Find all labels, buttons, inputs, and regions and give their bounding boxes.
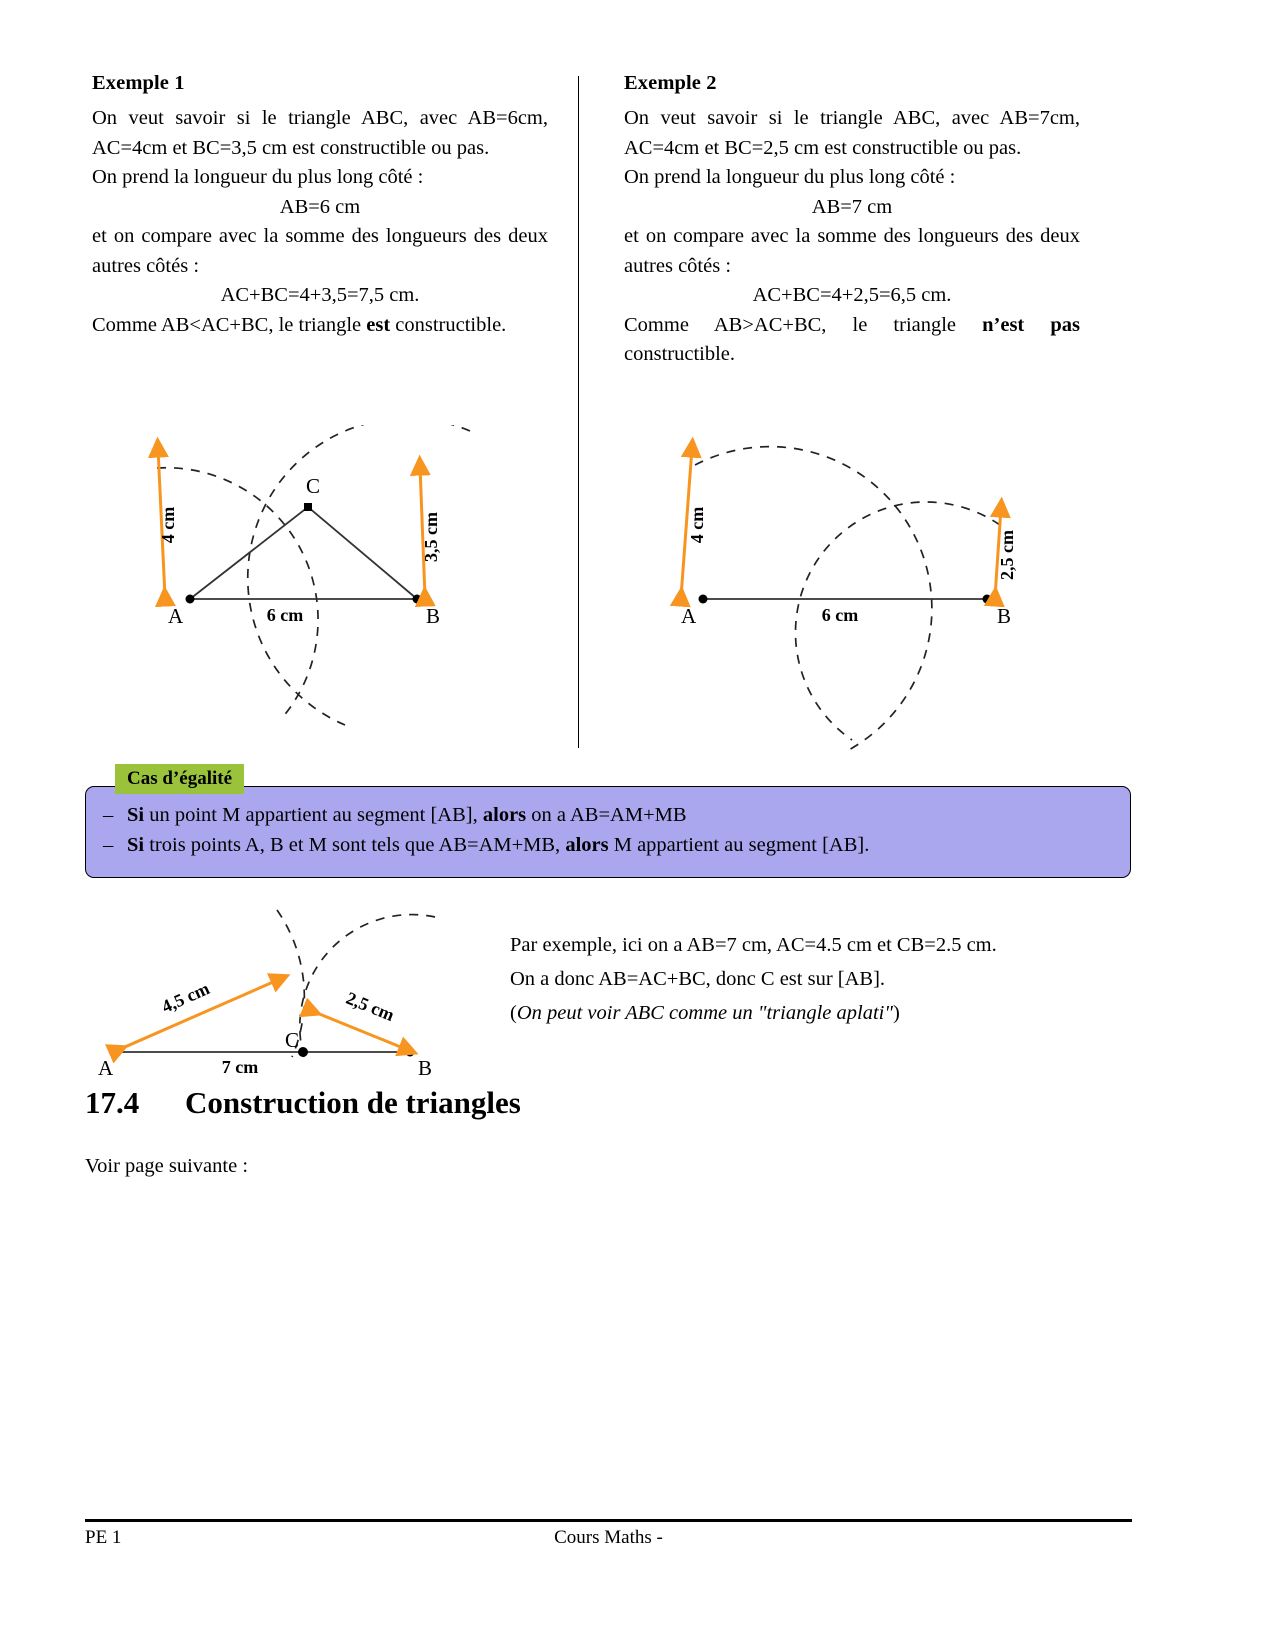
examples-container	[92, 72, 1092, 370]
measure-arrow-2-5cm	[312, 1011, 408, 1050]
side-text-paren-close: )	[892, 1002, 900, 1024]
list-item-text1: un point M appartient au segment [AB],	[144, 804, 483, 826]
point-c	[298, 1047, 308, 1057]
list-item-text2: M appartient au segment [AB].	[608, 834, 870, 856]
exemple-1-line3: et on compare avec la somme des longueurs des deux autres côtés :	[92, 225, 548, 277]
exemple-1-formula2: AC+BC=4+3,5=7,5 cm.	[220, 284, 420, 306]
point-a	[186, 595, 195, 604]
exemple-2-conclusion-pre: Comme AB>AC+BC, le triangle	[624, 313, 983, 336]
figure-triangle-non-constructible	[655, 425, 1035, 760]
list-item-bold-alors: alors	[565, 834, 609, 856]
figure-triangle-aplati	[80, 905, 530, 1080]
list-item-text1: trois points A, B et M sont tels que AB=AM+MB,	[144, 834, 566, 856]
footer-rule	[85, 1519, 1132, 1522]
label-vertex-a: A	[681, 604, 697, 628]
callout-tab-label: Cas d’égalité	[115, 764, 244, 794]
side-text-line2: On a donc AB=AC+BC, donc C est sur [AB].	[510, 968, 886, 990]
list-item	[103, 800, 869, 830]
exemple-2-conclusion	[624, 311, 1080, 370]
side-text-italic: On peut voir ABC comme un "triangle aplati"	[516, 1002, 893, 1024]
exemple-2-formula1: AB=7 cm	[811, 195, 893, 218]
exemple-2-conclusion-bold: n’est pas	[982, 313, 1080, 336]
segment-ac	[190, 507, 308, 599]
point-c	[304, 503, 312, 511]
exemple-1-conclusion-pre: Comme AB<AC+BC, le triangle	[92, 313, 367, 336]
label-base-6cm: 6 cm	[266, 605, 304, 625]
list-item-text2: on a AB=AM+MB	[526, 804, 687, 826]
figure-triangle-constructible	[140, 425, 500, 760]
exemple-1-line1: On veut savoir si le triangle ABC, avec AB=6cm, AC=4cm et BC=3,5 cm est constructible ou pas.	[92, 107, 548, 159]
exemple-2-conclusion-post: constructible.	[624, 343, 736, 365]
label-vertex-c: C	[285, 1028, 300, 1052]
segment-cb	[308, 507, 417, 599]
list-item-bold-si: Si	[127, 804, 145, 826]
exemple-2-column	[582, 72, 1080, 370]
figure-1-svg	[140, 425, 500, 755]
exemple-2-line1: On veut savoir si le triangle ABC, avec AB=7cm, AC=4cm et BC=2,5 cm est constructible ou pas.	[624, 107, 1080, 159]
compass-arcs-figure-3	[277, 910, 435, 1057]
exemple-2-title: Exemple 2	[624, 72, 717, 94]
exemple-1-conclusion-post: constructible.	[390, 313, 507, 336]
exemple-1-conclusion	[92, 311, 548, 341]
label-right-2-5cm: 2,5 cm	[343, 987, 398, 1026]
label-vertex-b: B	[418, 1056, 433, 1075]
section-number: 17.4	[85, 1085, 140, 1120]
figure-3-svg	[80, 905, 530, 1075]
exemple-1-title: Exemple 1	[92, 72, 185, 94]
label-vertex-a: A	[98, 1056, 114, 1075]
section-body-text: Voir page suivante :	[85, 1155, 249, 1177]
point-a	[699, 595, 708, 604]
label-left-4cm: 4 cm	[687, 506, 707, 544]
arc-from-a	[157, 468, 321, 718]
label-base-6cm: 6 cm	[821, 605, 859, 625]
footer-center-text: Cours Maths -	[554, 1527, 663, 1548]
figure-2-svg	[655, 425, 1035, 755]
side-text-paren-open: (	[510, 1002, 517, 1024]
label-vertex-c: C	[306, 474, 321, 498]
page-footer	[85, 1527, 1132, 1557]
arc-from-b	[248, 425, 470, 725]
label-left-4-5cm: 4,5 cm	[158, 978, 213, 1017]
side-text-line1: Par exemple, ici on a AB=7 cm, AC=4.5 cm et CB=2.5 cm.	[510, 934, 997, 956]
exemple-1-formula1: AB=6 cm	[279, 195, 361, 218]
section-heading	[85, 1085, 521, 1121]
label-vertex-a: A	[168, 604, 184, 628]
arc-from-b	[300, 915, 435, 1057]
point-b	[983, 595, 992, 604]
exemple-1-line2: On prend la longueur du plus long côté :	[92, 166, 424, 188]
side-text-line3	[510, 996, 1110, 1030]
exemple-2-formula2: AC+BC=4+2,5=6,5 cm.	[752, 284, 952, 306]
list-bullet: –	[103, 834, 114, 856]
footer-left-text: PE 1	[85, 1527, 122, 1548]
list-item-text	[127, 800, 687, 830]
exemple-aplati-text	[510, 928, 1110, 1030]
exemple-2-line2: On prend la longueur du plus long côté :	[624, 166, 956, 188]
point-b	[413, 595, 422, 604]
exemple-1-column	[92, 72, 582, 370]
label-right-2-5cm: 2,5 cm	[997, 530, 1017, 580]
list-bullet: –	[103, 804, 114, 826]
exemple-1-conclusion-bold: est	[366, 313, 391, 336]
label-vertex-b: B	[997, 604, 1012, 628]
list-item-bold-si: Si	[127, 834, 145, 856]
list-item-text	[127, 830, 869, 860]
label-right-3-5cm: 3,5 cm	[421, 512, 441, 562]
label-vertex-b: B	[426, 604, 441, 628]
exemple-2-line3: et on compare avec la somme des longueurs des deux autres côtés :	[624, 225, 1080, 277]
section-title: Construction de triangles	[185, 1085, 521, 1120]
list-item-bold-alors: alors	[482, 804, 527, 826]
label-base-7cm: 7 cm	[221, 1057, 259, 1075]
label-left-4cm: 4 cm	[158, 506, 178, 544]
list-item	[103, 830, 869, 860]
callout-list	[103, 800, 869, 860]
